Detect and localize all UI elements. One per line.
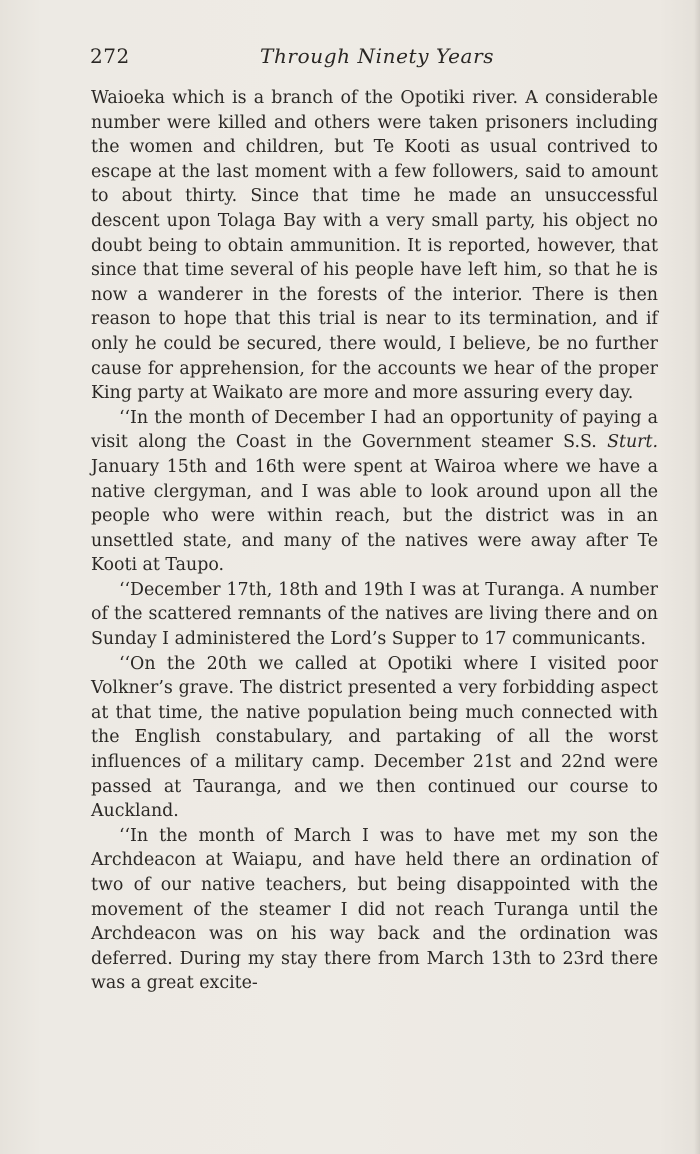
paragraph-march: ‘‘In the month of March I was to have met my son the Archdeacon at Waiapu, and have held there an ordination of two of our native teachers, but being disappointed with the movement of the steamer I did not reach Turanga until the Archdeacon was on his way back and the ordination was deferred. During my stay there from March 13th to 23rd there was a great excite- — [91, 825, 658, 994]
ship-name: Sturt. — [607, 432, 658, 453]
paragraph-text: January 15th and 16th were spent at Wairoa where we have a native clergyman, and I was able to look around upon all the people who were within reach, but the district was in an unsettled state, and many of the natives were away after Te Kooti at Taupo. — [91, 456, 658, 576]
paragraph-december-visit — [91, 406, 658, 578]
body-text — [91, 86, 658, 996]
paragraph-continuation: Waioeka which is a branch of the Opotiki river. A considerable number were killed and others were taken prisoners including the women and children, but Te Kooti as usual contrived to escape at the last moment with a few followers, said to amount to about thirty. Since that time he made an unsuccessful descent upon Tolaga Bay with a very small party, his object no doubt being to obtain ammunition. It is reported, however, that since that time several of his people have left him, so that he is now a wanderer in the forests of the interior. There is then reason to hope that this trial is near to its termination, and if only he could be secured, there would, I believe, be no further cause for apprehension, for the accounts we hear of the proper King party at Waikato are more and more assuring every day. — [91, 88, 658, 404]
running-title: Through Ninety Years — [260, 44, 495, 68]
paragraph-turanga: ‘‘December 17th, 18th and 19th I was at Turanga. A number of the scattered remnants of the natives are living there and on Sunday I administered the Lord’s Supper to 17 communicants. — [91, 579, 658, 650]
page-number: 272 — [90, 44, 130, 68]
paragraph-opotiki: ‘‘On the 20th we called at Opotiki where I visited poor Volkner’s grave. The district presented a very forbidding aspect at that time, the native population being much connected with the English constabulary, and partaking of all the worst influences of a military camp. December 21st and 22nd were passed at Tauranga, and we then continued our course to Auckland. — [91, 653, 658, 822]
paragraph-text: ‘‘In the month of December I had an opportunity of paying a visit along the Coast in the Government steamer S.S. — [91, 407, 658, 453]
page-edge-shadow — [694, 0, 700, 1154]
page-header — [90, 44, 660, 76]
